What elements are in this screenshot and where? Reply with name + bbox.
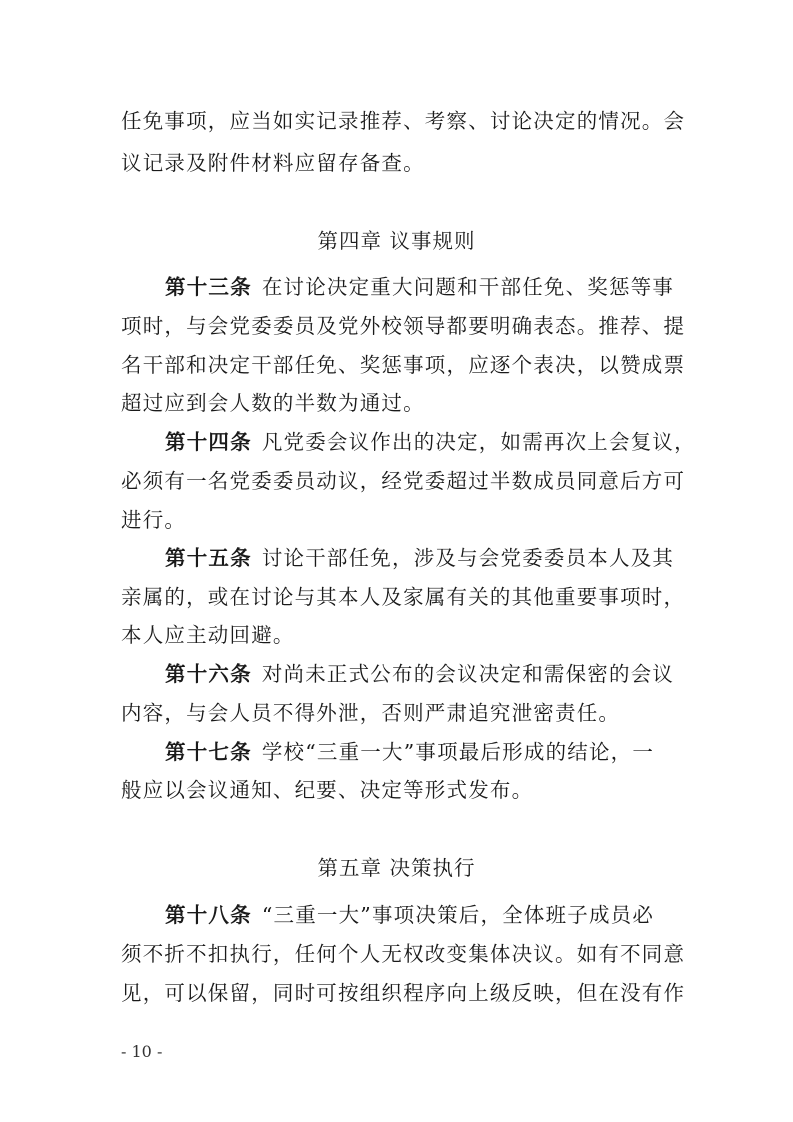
article-15-first-line: [165, 545, 674, 571]
body-line: 亲属的，或在讨论与其本人及家属有关的其他重要事项时，: [121, 585, 686, 609]
body-line: 本人应主动回避。: [121, 623, 295, 647]
body-line: 项时，与会党委委员及党外校领导都要明确表态。推荐、提: [121, 314, 686, 338]
article-18-first-line: [165, 902, 654, 928]
article-text: “三重一大”事项决策后，全体班子成员必: [261, 903, 655, 927]
body-line: 进行。: [121, 508, 187, 532]
article-label: 第十三条: [165, 275, 252, 299]
article-text: 对尚未正式公布的会议决定和需保密的会议: [261, 662, 675, 686]
chapter-heading: 第四章 议事规则: [317, 229, 476, 253]
body-line: 必须有一名党委委员动议，经党委超过半数成员同意后方可: [121, 469, 686, 493]
article-text: 讨论干部任免，涉及与会党委委员本人及其: [261, 546, 675, 570]
article-label: 第十七条: [165, 740, 252, 764]
body-line: 任免事项，应当如实记录推荐、考察、讨论决定的情况。会: [121, 109, 686, 133]
article-16-first-line: [165, 661, 674, 687]
article-13-first-line: [165, 274, 674, 300]
body-line: 超过应到会人数的半数为通过。: [121, 391, 425, 415]
body-line: 内容，与会人员不得外泄，否则严肃追究泄密责任。: [121, 701, 621, 725]
page-number: - 10 -: [121, 1042, 163, 1061]
body-line: 名干部和决定干部任免、奖惩事项，应逐个表决，以赞成票: [121, 353, 686, 377]
article-14-first-line: [165, 429, 696, 455]
article-label: 第十八条: [165, 903, 252, 927]
article-label: 第十四条: [165, 430, 252, 454]
article-17-first-line: [165, 739, 654, 765]
body-line: 见，可以保留，同时可按组织程序向上级反映，但在没有作: [121, 981, 686, 1005]
article-label: 第十五条: [165, 546, 252, 570]
body-line: 须不折不扣执行，任何个人无权改变集体决议。如有不同意: [121, 942, 686, 966]
chapter-heading: 第五章 决策执行: [317, 856, 476, 880]
article-text: 学校“三重一大”事项最后形成的结论，一: [261, 740, 655, 764]
body-line: 议记录及附件材料应留存备查。: [121, 151, 425, 175]
article-label: 第十六条: [165, 662, 252, 686]
body-line: 般应以会议通知、纪要、决定等形式发布。: [121, 778, 534, 802]
article-text: 凡党委会议作出的决定，如需再次上会复议，: [261, 430, 696, 454]
article-text: 在讨论决定重大问题和干部任免、奖惩等事: [261, 275, 675, 299]
